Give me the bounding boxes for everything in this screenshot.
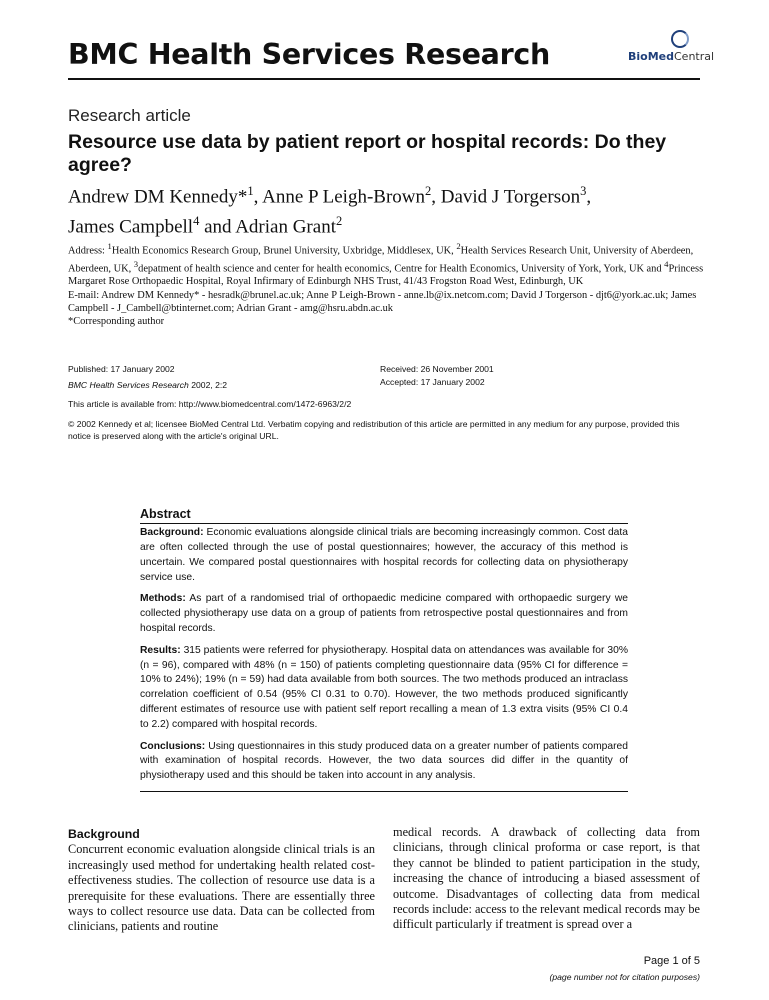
corresponding-author-note: *Corresponding author [68,316,165,327]
author-name: Andrew DM Kennedy* [68,186,248,208]
author-name: Anne P Leigh-Brown [262,186,425,208]
author-name: David J Torgerson [440,186,581,208]
copyright-notice: © 2002 Kennedy et al; licensee BioMed Central Ltd. Verbatim copying and redistribution of this article are permitted in any medium for any purpose, provided this notice is preserved along with the article's original URL. [68,419,680,441]
journal-title: BMC Health Services Research [68,38,550,71]
published-date: Published: 17 January 2002 [68,364,175,374]
author-name: James Campbell [68,216,194,238]
abstract-heading: Abstract [140,507,191,521]
body-paragraph: medical records. A drawback of collecting data from clinicians, through clinical proforma or case report, is that they cannot be blinded to patient participation in the study, increasing the chance of introducing a biased assessment of outcome. Disadvantages of collecting data from medical records include: access to the relevant medical records may be difficult particularly if treatment is spread over a [393,825,700,932]
abstract-rule-top [140,523,628,525]
biomed-central-logo [628,30,715,70]
logo-ring-icon [671,30,689,48]
abstract-box [140,507,628,792]
abstract-background: Background: Economic evaluations alongside clinical trials are becoming increasingly common. Cost data are often collected through the use of postal questionnaires; however, the accuracy of this method is uncertain. We compared postal questionnaires with hospital records for collecting data on physiotherapy service use. [140,527,628,583]
affiliation-address: Address: $^1$Health Economics Research Group, Brunel University, Uxbridge, Middlesex, UK, $^2$Health Services Research Unit, University of Aberdeen, Aberdeen, UK, $^3$depatment of health science and center for health economics, Centre for Health Economics, University of York, York, UK and $^4$Princess Margaret Rose Orthopaedic Hospital, Royal Infirmary of Edinburgh NHS Trust, 41/43 Frogston Road West, Edinburgh, UK [68,241,704,288]
article-url-note[interactable]: This article is available from: http://www.biomedcentral.com/1472-6963/2/2 [68,399,352,409]
abstract-results: Results: 315 patients were referred for physiotherapy. Hospital data on attendances was available for 30% (n = 96), compared with 48% (n = 150) of patients completing questionnaire data (95% CI for difference = 10% to 24%); 19% (n = 59) had data available from both sources. The two methods produced an intraclass correlation coefficient of 0.54 (95% CI 0.31 to 0.70). However, the two methods produced significantly different estimates of resource use with patient self report recalling a mean of 1.3 extra visits (95% CI 0.4 to 2.2) compared with hospital records. [140,644,628,730]
body-column-right [393,825,700,933]
section-heading-background: Background [68,827,140,841]
author-emails: E-mail: Andrew DM Kennedy* - hesradk@brunel.ac.uk; Anne P Leigh-Brown - anne.lb@ix.netcom.com; David J Torgerson - djt6@york.ac.uk; James Campbell - J_Cambell@btinternet.com; Adrian Grant - amg@hsru.abdn.ac.uk [68,290,697,315]
author-list: Andrew DM Kennedy*$^1$, Anne P Leigh-Brown$^2$, David J Torgerson$^3$, James Campbell$^4$ and Adrian Grant$^2$ [68,184,592,238]
accepted-date: Accepted: 17 January 2002 [380,377,485,387]
logo-wordmark: BioMedCentral [628,50,715,63]
author-affiliation: 2 [335,214,343,229]
author-name: Adrian Grant [235,216,336,238]
author-affiliation: 4 [193,214,200,229]
author-affiliation: 3 [580,184,587,198]
author-affiliation: 2 [425,184,432,198]
header-rule [68,78,700,80]
citation: BMC Health Services Research 2002, 2:2 [68,380,228,390]
received-date: Received: 26 November 2001 [380,364,494,374]
body-column-left [68,827,375,935]
abstract-methods: Methods: As part of a randomised trial of orthopaedic medicine compared with orthopaedic surgery we collected physiotherapy use data on a group of patients from retrospective postal questionnaires and from hospital records. [140,593,628,635]
article-type: Research article [68,106,191,125]
page-number: Page 1 of 5 [643,955,700,967]
abstract-conclusions: Conclusions: Using questionnaires in this study produced data on a greater number of patients compared with examination of hospital records. However, the two data sources did differ in the quantity of physiotherapy used and this should be taken into account in any analysis. [140,740,628,782]
article-title: Resource use data by patient report or hospital records: Do they agree? [68,131,667,176]
body-paragraph: Concurrent economic evaluation alongside clinical trials is an increasingly used method for undertaking health related cost-effectiveness studies. The collection of resource use data is a prerequisite for these evaluations. There are essentially three ways to collect resource use data. Data can be collected from clinicians, patients and routine [68,842,375,934]
page-number-note: (page number not for citation purposes) [549,972,700,982]
abstract-rule-bottom [140,791,628,792]
author-affiliation: 1 [247,184,254,198]
